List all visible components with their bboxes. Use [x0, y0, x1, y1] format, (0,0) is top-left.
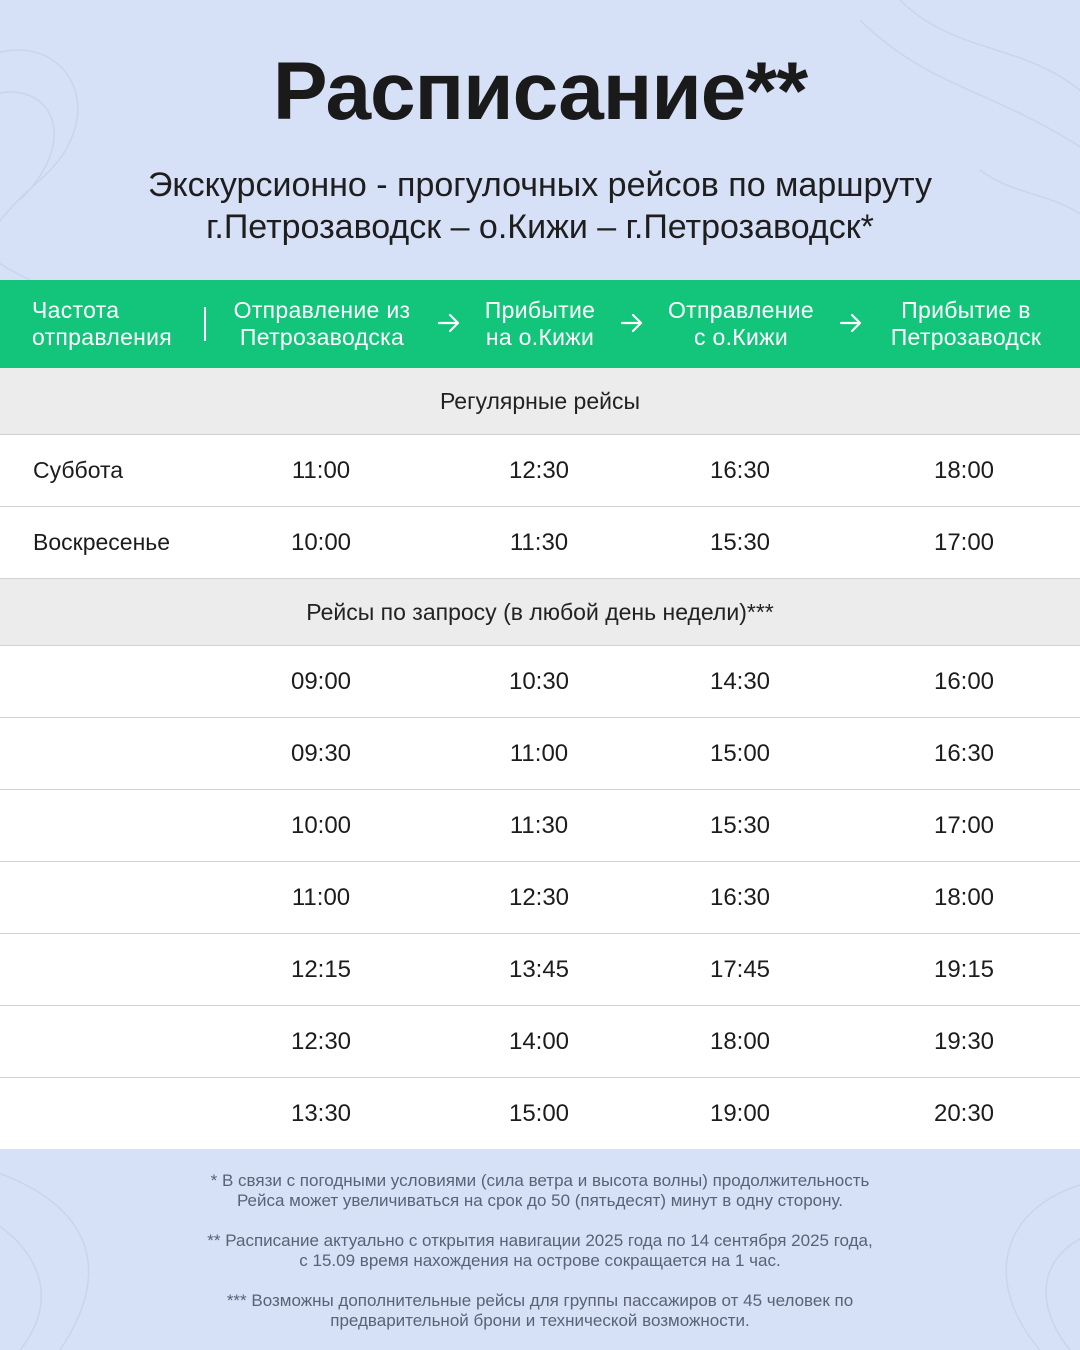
footnote: [0, 1291, 1080, 1331]
page-title: Расписание**: [272, 46, 808, 137]
time-cell: 20:30: [933, 1100, 995, 1127]
table-row: [0, 507, 1080, 579]
column-header-arrive-petrozavodsk: [866, 297, 1066, 351]
table-row: [0, 1078, 1080, 1149]
table-row: [0, 718, 1080, 790]
time-cell: 10:30: [508, 668, 570, 695]
footnotes: [0, 1149, 1080, 1331]
column-header-text: Отправление: [667, 297, 814, 323]
column-header-arrive-kizhi: [470, 297, 610, 351]
time-cell: 18:00: [933, 457, 995, 484]
column-header-text: отправления: [32, 324, 173, 350]
time-cell: 10:00: [290, 812, 352, 839]
footnote-line: Рейса может увеличиваться на срок до 50 (пятьдесят) минут в одну сторону.: [236, 1191, 844, 1210]
arrow-right-icon: [838, 310, 864, 336]
footnote-line: ** Расписание актуально с открытия навигации 2025 года по 14 сентября 2025 года,: [207, 1231, 873, 1250]
time-cell: 19:30: [933, 1028, 995, 1055]
divider-bar: [204, 307, 206, 341]
time-cell: 15:00: [508, 1100, 570, 1127]
time-cell: 12:15: [290, 956, 352, 983]
time-cell: 11:00: [291, 884, 351, 911]
column-header-text: Прибытие: [484, 297, 596, 323]
section-header-on-request: Рейсы по запросу (в любой день недели)***: [0, 579, 1080, 646]
column-header-text: Петрозаводска: [239, 324, 405, 350]
time-cell: 16:30: [709, 457, 771, 484]
time-cell: 19:15: [933, 956, 995, 983]
column-header-text: с о.Кижи: [694, 324, 788, 350]
time-cell: 12:30: [290, 1028, 352, 1055]
table-row: [0, 790, 1080, 862]
time-cell: 14:00: [508, 1028, 570, 1055]
footnote: [0, 1171, 1080, 1211]
page-subtitle: [0, 164, 1080, 248]
time-cell: 17:45: [709, 956, 771, 983]
page-header: [0, 0, 1080, 280]
footnote-line: с 15.09 время нахождения на острове сокращается на 1 час.: [299, 1251, 781, 1270]
time-cell: 16:30: [933, 740, 995, 767]
time-cell: 15:30: [709, 529, 771, 556]
time-cell: 14:30: [709, 668, 771, 695]
footnote-line: *** Возможны дополнительные рейсы для группы пассажиров от 45 человек по: [226, 1291, 854, 1310]
section-header-regular: Регулярные рейсы: [0, 368, 1080, 435]
day-cell: Суббота: [33, 457, 124, 483]
column-header-text: Петрозаводск: [890, 324, 1042, 350]
time-cell: 11:00: [509, 740, 569, 767]
time-cell: 12:30: [508, 457, 570, 484]
column-header-bar: [0, 280, 1080, 368]
subtitle-line: г.Петрозаводск – о.Кижи – г.Петрозаводск*: [206, 208, 874, 246]
footnote-line: предварительной брони и технической возможности.: [330, 1311, 750, 1330]
column-header-text: на о.Кижи: [485, 324, 595, 350]
day-cell: Воскресенье: [33, 529, 171, 555]
column-header-depart-kizhi: [656, 297, 826, 351]
time-cell: 15:00: [709, 740, 771, 767]
table-row: [0, 862, 1080, 934]
table-row: [0, 435, 1080, 507]
schedule-table: [0, 368, 1080, 1149]
table-row: [0, 646, 1080, 718]
time-cell: 16:00: [933, 668, 995, 695]
time-cell: 18:00: [709, 1028, 771, 1055]
time-cell: 09:30: [290, 740, 352, 767]
time-cell: 15:30: [709, 812, 771, 839]
column-header-text: Прибытие в: [901, 297, 1031, 323]
time-cell: 17:00: [933, 812, 995, 839]
time-cell: 11:00: [291, 457, 351, 484]
time-cell: 16:30: [709, 884, 771, 911]
time-cell: 09:00: [290, 668, 352, 695]
footnote-line: * В связи с погодными условиями (сила ветра и высота волны) продолжительность: [210, 1171, 870, 1190]
time-cell: 17:00: [933, 529, 995, 556]
table-row: [0, 1006, 1080, 1078]
table-row: [0, 934, 1080, 1006]
arrow-right-icon: [436, 310, 462, 336]
time-cell: 13:30: [290, 1100, 352, 1127]
time-cell: 11:30: [509, 812, 569, 839]
column-header-text: Отправление из: [233, 297, 411, 323]
time-cell: 12:30: [508, 884, 570, 911]
time-cell: 13:45: [508, 956, 570, 983]
footnote: [0, 1231, 1080, 1271]
time-cell: 11:30: [509, 529, 569, 556]
arrow-right-icon: [619, 310, 645, 336]
column-header-text: Частота: [32, 297, 120, 323]
time-cell: 18:00: [933, 884, 995, 911]
column-header-frequency: [32, 297, 172, 351]
time-cell: 10:00: [290, 529, 352, 556]
column-header-depart-petrozavodsk: [222, 297, 422, 351]
time-cell: 19:00: [709, 1100, 771, 1127]
subtitle-line: Экскурсионно - прогулочных рейсов по маршруту: [147, 166, 933, 204]
